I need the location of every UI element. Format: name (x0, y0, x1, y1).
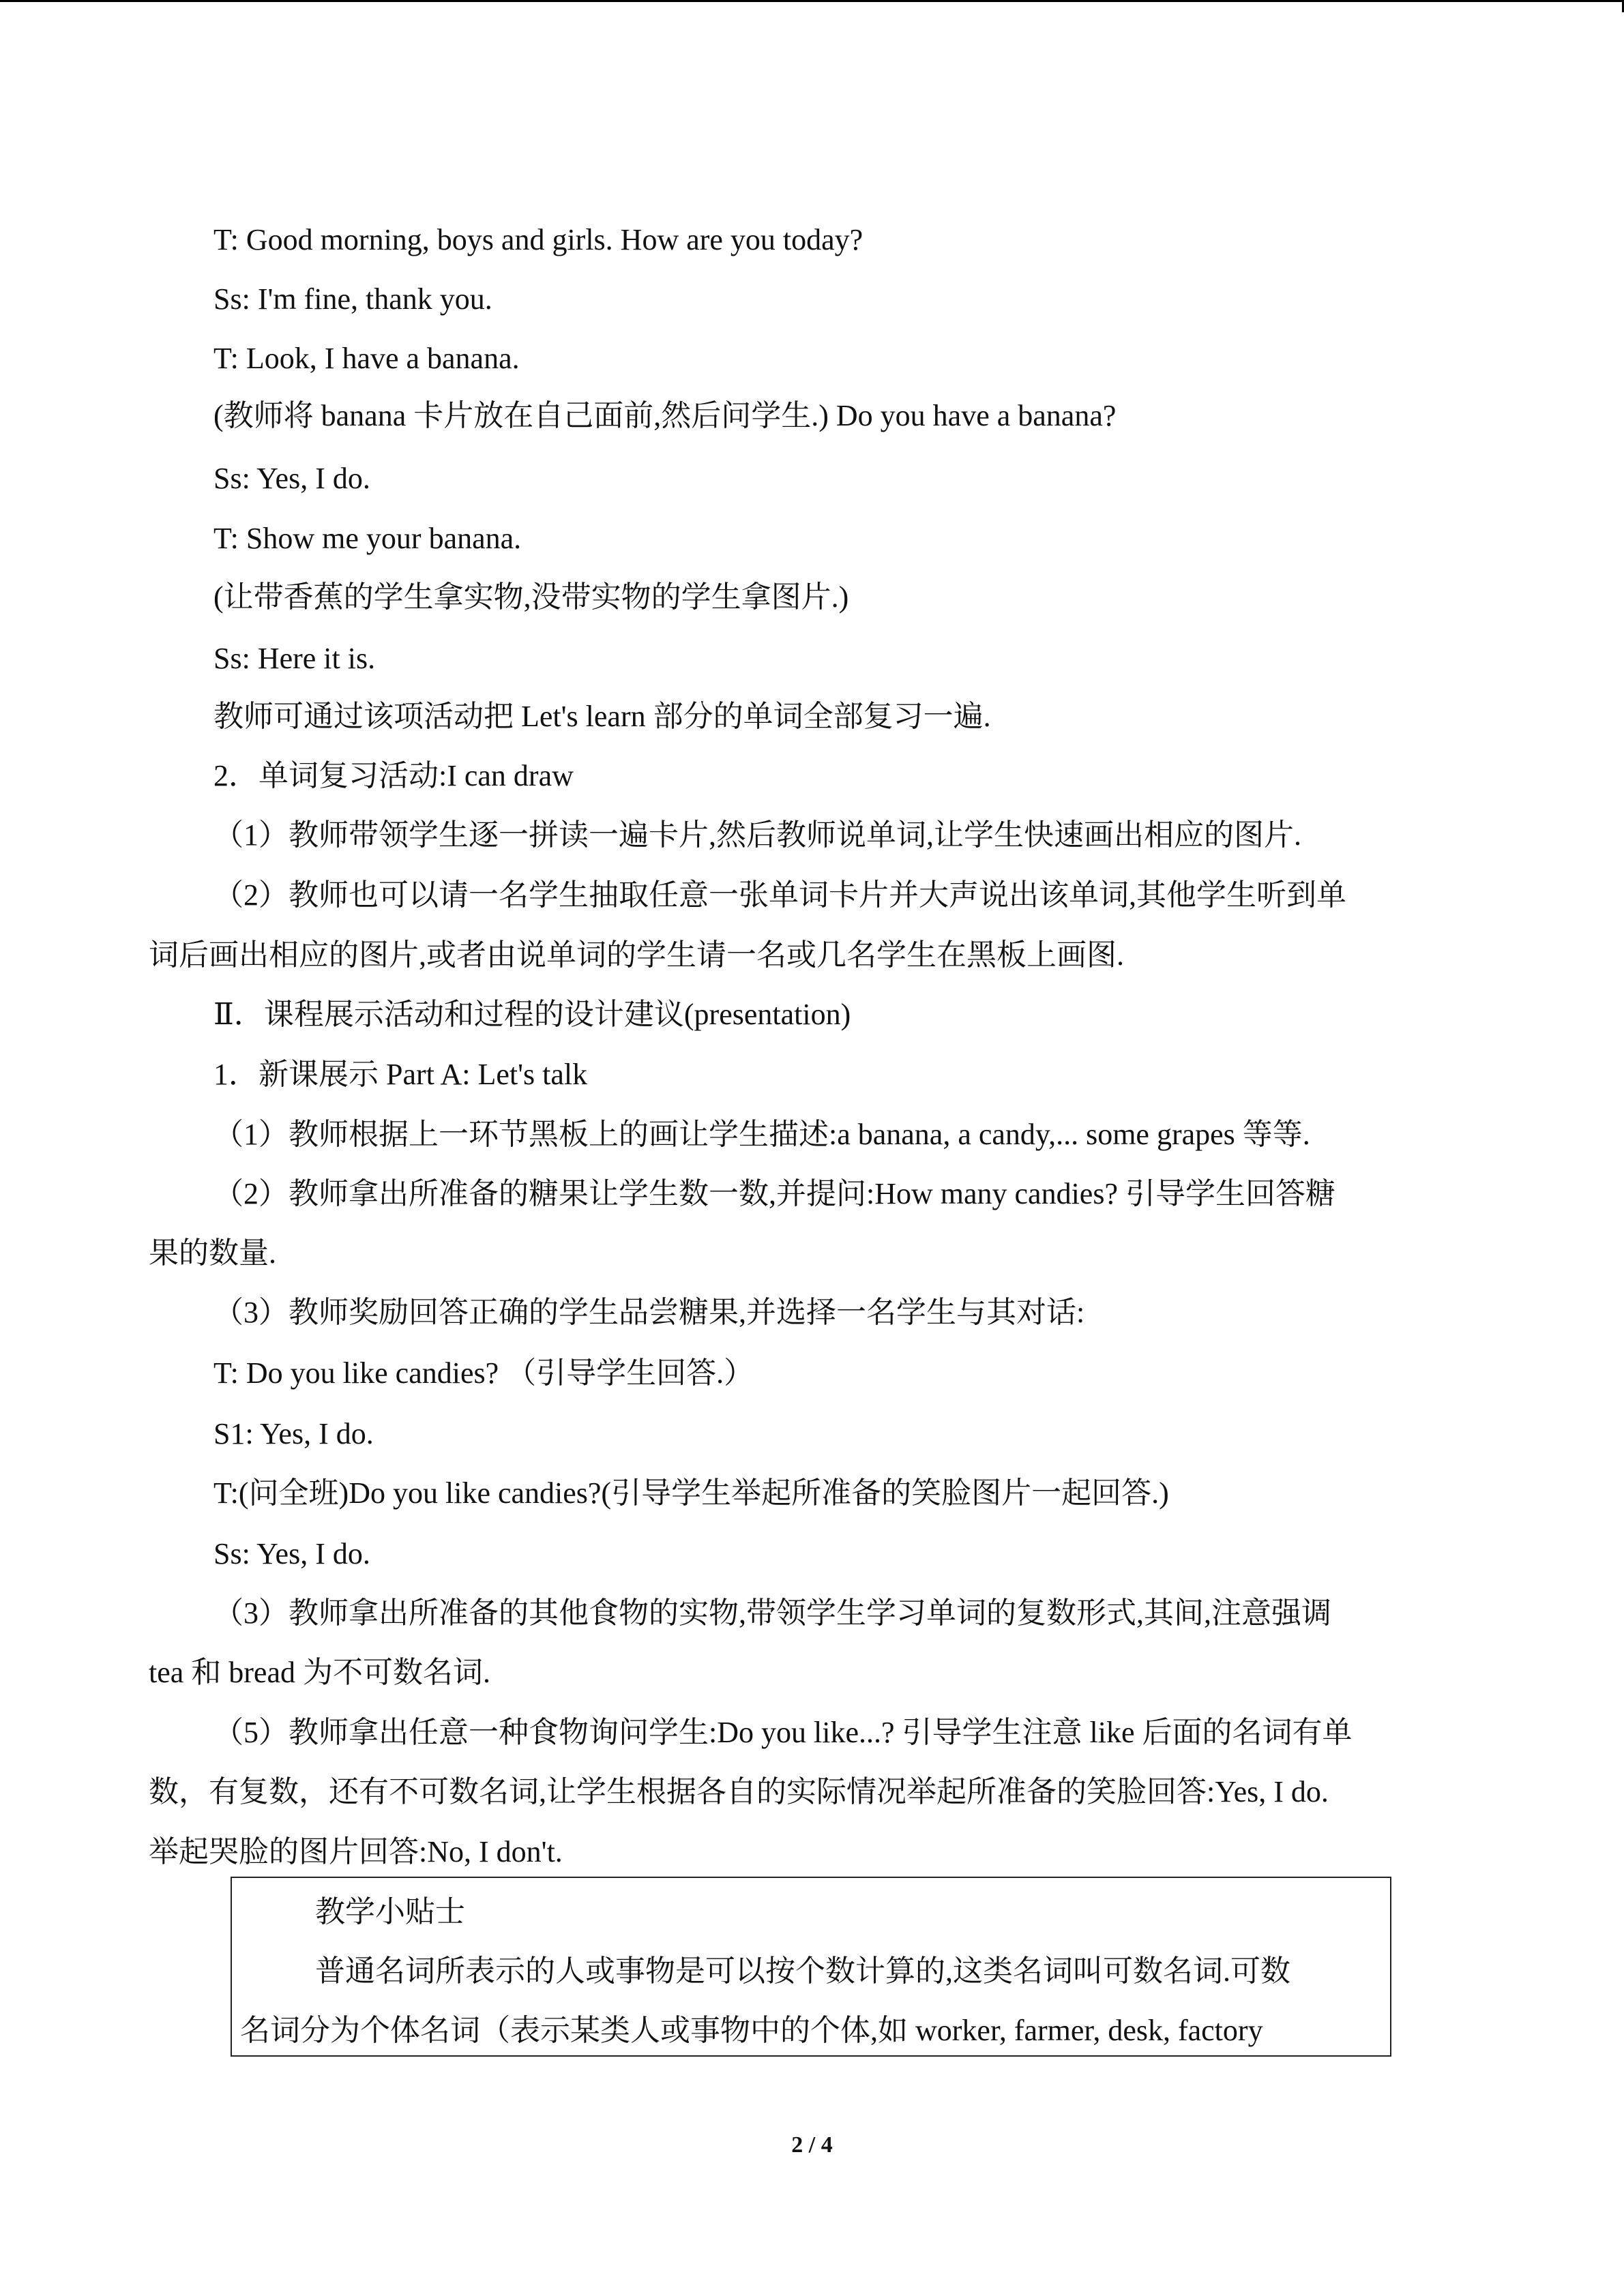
paragraph-line: （1）教师根据上一环节黑板上的画让学生描述:a banana, a candy,... some grapes 等等. (213, 1118, 1310, 1151)
paragraph-line: （2）教师拿出所准备的糖果让学生数一数,并提问:How many candies? 引导学生回答糖 (213, 1177, 1335, 1210)
dialogue-line: Ss: Here it is. (213, 642, 376, 675)
instruction-line: (教师将 banana 卡片放在自己面前,然后问学生.) Do you have a banana? (213, 399, 1117, 432)
paragraph-line: 数，有复数，还有不可数名词,让学生根据各自的实际情况举起所准备的笑脸回答:Yes, I do. (149, 1775, 1329, 1808)
teaching-tip-box (231, 1877, 1391, 2057)
instruction-line: (让带香蕉的学生拿实物,没带实物的学生拿图片.) (213, 580, 849, 614)
paragraph-line: 教师可通过该项活动把 Let's learn 部分的单词全部复习一遍. (213, 700, 991, 733)
dialogue-line: T:(问全班)Do you like candies?(引导学生举起所准备的笑脸图片一起回答.) (213, 1476, 1169, 1510)
dialogue-line: T: Good morning, boys and girls. How are you today? (213, 223, 863, 256)
top-border (0, 0, 1624, 2)
paragraph-line: （3）教师拿出所准备的其他食物的实物,带领学生学习单词的复数形式,其间,注意强调 (213, 1596, 1331, 1630)
section-heading: Ⅱ．课程展示活动和过程的设计建议(presentation) (213, 998, 851, 1031)
paragraph-line: （5）教师拿出任意一种食物询问学生:Do you like...? 引导学生注意 like 后面的名词有单 (213, 1716, 1353, 1749)
section-heading: 2．单词复习活动:I can draw (213, 759, 574, 792)
paragraph-line: 词后画出相应的图片,或者由说单词的学生请一名或几名学生在黑板上画图. (149, 938, 1124, 972)
dialogue-line: T: Do you like candies? （引导学生回答.） (213, 1356, 754, 1390)
dialogue-line: Ss: Yes, I do. (213, 462, 370, 495)
paragraph-line: （3）教师奖励回答正确的学生品尝糖果,并选择一名学生与其对话: (213, 1296, 1085, 1329)
tip-text: 名词分为个体名词（表示某类人或事物中的个体,如 worker, farmer, desk, factory (240, 2014, 1263, 2047)
section-heading: 1．新课展示 Part A: Let's talk (213, 1058, 588, 1091)
paragraph-line: 果的数量. (149, 1236, 276, 1270)
tip-title: 教学小贴士 (315, 1895, 465, 1928)
dialogue-line: Ss: I'm fine, thank you. (213, 282, 492, 316)
dialogue-line: S1: Yes, I do. (213, 1417, 374, 1450)
page-number: 2 / 4 (791, 2132, 833, 2158)
dialogue-line: T: Show me your banana. (213, 522, 522, 555)
dialogue-line: T: Look, I have a banana. (213, 342, 520, 375)
paragraph-line: 举起哭脸的图片回答:No, I don't. (149, 1835, 563, 1868)
paragraph-line: （2）教师也可以请一名学生抽取任意一张单词卡片并大声说出该单词,其他学生听到单 (213, 878, 1346, 912)
dialogue-line: Ss: Yes, I do. (213, 1537, 370, 1570)
paragraph-line: （1）教师带领学生逐一拼读一遍卡片,然后教师说单词,让学生快速画出相应的图片. (213, 818, 1301, 852)
paragraph-line: tea 和 bread 为不可数名词. (149, 1656, 490, 1689)
tip-text: 普通名词所表示的人或事物是可以按个数计算的,这类名词叫可数名词.可数 (315, 1954, 1290, 1988)
